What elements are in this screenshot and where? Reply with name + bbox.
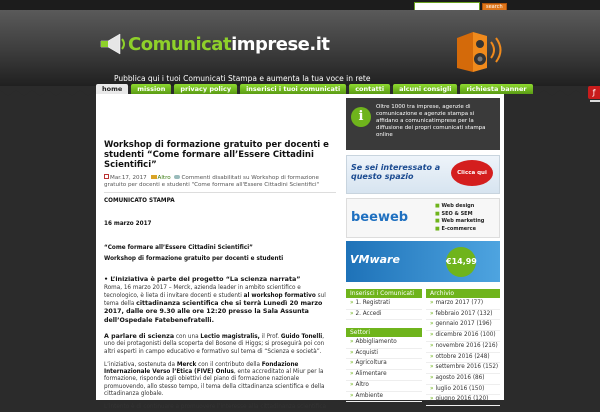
post-bullet: • L’iniziativa è parte del progetto “La scienza narrata”	[104, 275, 301, 284]
archivio-link[interactable]: » giugno 2016 (120)	[426, 395, 500, 406]
beeweb-service: ■ Web design	[435, 203, 484, 211]
banner-vmware[interactable]	[346, 241, 500, 282]
beeweb-service: ■ E-commerce	[435, 226, 484, 234]
text: , uno dei protagonisti della scoperta del Bosone di Higgs; si proseguirà poi con altri esperti in campo educativo e formativo sul tema di “Scienza e società”.	[104, 333, 325, 355]
settore-link[interactable]: » Alimentare	[346, 370, 422, 381]
calendar-icon	[104, 174, 109, 179]
post-meta	[104, 173, 336, 189]
tagline: Pubblica qui i tuoi Comunicati Stampa e aumenta la tua voce in rete	[114, 74, 371, 83]
megaphone-icon	[98, 32, 128, 56]
post-category[interactable]: Altro	[157, 175, 171, 181]
nav-contatti[interactable]: contatti	[349, 84, 390, 94]
promo-box	[346, 98, 500, 150]
settore-link[interactable]: » Acquisti	[346, 349, 422, 360]
text-bold: cittadinanza scientifica che si terrà Lunedì 20 marzo 2017, dalle ore 9.30 alle ore 12:20 presso la Sala Assunta dell’Ospedale Fatebenefratelli.	[104, 300, 323, 324]
text-bold: A parlare di scienza	[104, 332, 175, 340]
banner-ad-space[interactable]	[346, 155, 500, 194]
post	[104, 140, 336, 412]
post-paragraph-2	[104, 333, 336, 356]
folder-icon	[151, 175, 157, 179]
vmware-logo: VMware	[350, 253, 400, 266]
clicca-qui-button[interactable]: Clicca qui	[451, 160, 493, 186]
top-strip	[0, 0, 600, 10]
ad-space-text: Se sei interessato a questo spazio	[351, 163, 441, 181]
settore-link[interactable]: » Ambiente	[346, 392, 422, 403]
logo-text-imprese: imprese.it	[231, 33, 330, 55]
text: , ente accreditato al Miur per la formazione, risponde agli obiettivi del piano di formazione nazionale promuovendo, allo stesso tempo, il tema della cittadinanza scientifica e della cittadinanza globale.	[104, 369, 325, 398]
banner-beeweb[interactable]	[346, 198, 500, 238]
post-paragraph-4: L’intento è di continuare a promuovere l’interesse alla cittadinanza scientifica	[104, 404, 326, 411]
beeweb-service: ■ Web marketing	[435, 218, 484, 226]
speaker-icon	[453, 28, 509, 74]
post-date-line: 16 marzo 2017	[104, 221, 152, 228]
post-comments: Commenti disabilitati su Workshop di formazione gratuito per docenti e studenti "Come formare all'Essere Cittadini Scientifici"	[104, 175, 320, 188]
comment-icon	[174, 175, 180, 179]
nav-privacy-policy[interactable]: privacy policy	[174, 84, 237, 94]
text: con il contributo della	[196, 361, 262, 368]
nav-mission[interactable]: mission	[131, 84, 171, 94]
text-bold: Lectio magistralis,	[200, 333, 260, 340]
widget-settori-list	[346, 338, 422, 402]
archivio-link[interactable]: » marzo 2017 (77)	[426, 299, 500, 310]
text-bold: al workshop formativo	[243, 292, 316, 299]
widget-archivio-list	[426, 299, 500, 406]
text: sul tema della	[104, 292, 326, 308]
archivio-link[interactable]: » febbraio 2017 (132)	[426, 310, 500, 321]
post-title[interactable]: Workshop di formazione gratuito per docenti e studenti “Come formare all’Essere Cittadini Scientifici”	[104, 140, 329, 170]
text: con una	[174, 333, 201, 340]
text-bold: Merck	[176, 361, 197, 368]
logo-text-comunicat: Comunicat	[128, 33, 232, 55]
divider	[104, 192, 336, 193]
link-registrati[interactable]: » 1. Registrati	[346, 299, 422, 310]
sidebar	[342, 94, 504, 403]
archivio-link[interactable]: » dicembre 2016 (100)	[426, 331, 500, 342]
post-subtitle: Workshop di formazione gratuito per docenti e studenti	[104, 255, 284, 262]
archivio-link[interactable]: » gennaio 2017 (196)	[426, 320, 500, 331]
settore-link[interactable]: » Abbigliamento	[346, 338, 422, 349]
archivio-link[interactable]: » agosto 2016 (86)	[426, 374, 500, 385]
main-nav	[96, 84, 536, 94]
archivio-link[interactable]: » settembre 2016 (152)	[426, 363, 500, 374]
widget-archivio-title: Archivio	[426, 289, 500, 298]
widget-inserisci-list	[346, 299, 422, 320]
main-content	[96, 94, 342, 411]
beeweb-logo: beeweb	[351, 210, 409, 225]
text-bold: Guido Tonelli	[280, 333, 323, 340]
widget-settori-title: Settori	[346, 328, 422, 337]
post-quote-title: “Come formare all’Essere Cittadini Scientifici”	[104, 244, 253, 251]
settore-link[interactable]: » Altro	[346, 381, 422, 392]
nav-inserisci-comunicati[interactable]: inserisci i tuoi comunicati	[240, 84, 346, 94]
header	[0, 10, 600, 86]
beeweb-services	[435, 203, 484, 233]
post-date: Mar.17, 2017	[110, 175, 147, 181]
vmware-price: €14,99	[446, 247, 476, 277]
site-logo[interactable]	[98, 32, 330, 56]
settore-link[interactable]: » Agricoltura	[346, 359, 422, 370]
search-button[interactable]: search	[482, 3, 507, 11]
text: il Prof.	[259, 333, 281, 340]
archivio-link[interactable]: » ottobre 2016 (248)	[426, 353, 500, 364]
post-paragraph-3	[104, 362, 336, 398]
post-bullet-text: L’iniziativa è parte del progetto “La scienza narrata”	[110, 275, 301, 284]
nav-richiesta-banner[interactable]: richiesta banner	[460, 84, 532, 94]
text: L’iniziativa, sostenuta da	[104, 361, 177, 368]
nav-alcuni-consigli[interactable]: alcuni consigli	[393, 84, 457, 94]
archivio-link[interactable]: » novembre 2016 (216)	[426, 342, 500, 353]
nav-home[interactable]: home	[96, 84, 128, 94]
archivio-link[interactable]: » luglio 2016 (150)	[426, 385, 500, 396]
flash-tab[interactable]	[588, 86, 600, 99]
post-label: COMUNICATO STAMPA	[104, 198, 175, 204]
link-accedi[interactable]: » 2. Accedi	[346, 310, 422, 321]
promo-text: Oltre 1000 tra imprese, agenzie di comunicazione e agenzie stampa si affidano a comunicatimprese per la diffusione dei propri comunicati stampa online	[376, 104, 486, 138]
text: Roma, 16 marzo 2017 – Merck, azienda leader in ambito scientifico e tecnologico, è lieta di invitare docenti e studenti	[104, 285, 301, 299]
flash-tab-shadow	[590, 100, 600, 102]
flash-icon: ƒ	[592, 88, 596, 97]
widget-inserisci-title: Inserisci i Comunicati	[346, 289, 422, 298]
text-bold: Fondazione Internazionale Verso l’Etica (FIVE) Onlus	[104, 361, 299, 376]
beeweb-service: ■ SEO & SEM	[435, 211, 484, 219]
info-icon: i	[351, 107, 371, 127]
post-paragraph-1	[104, 285, 336, 324]
